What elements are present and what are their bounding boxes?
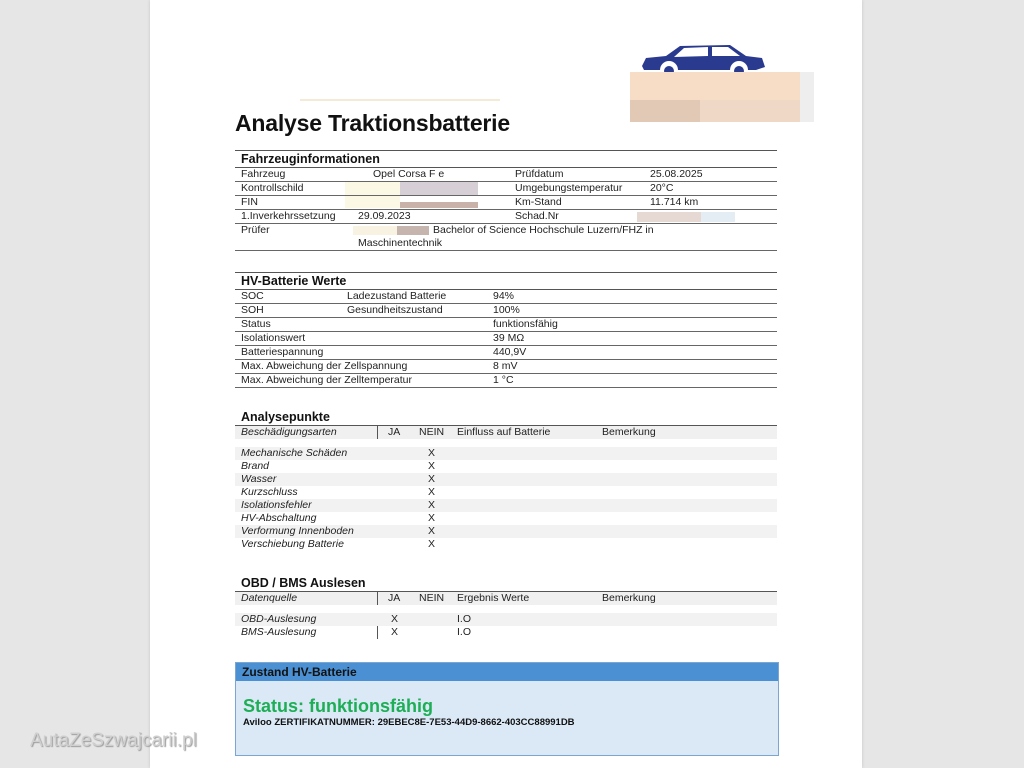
analysis-row xyxy=(235,473,777,486)
col-ergebnis: Ergebnis Werte xyxy=(457,592,530,604)
analysis-row xyxy=(235,512,777,525)
analysis-row xyxy=(235,538,777,551)
obd-row xyxy=(235,626,777,639)
col-ja: JA xyxy=(388,426,401,438)
row-label: Status xyxy=(241,318,271,330)
row-label: Mechanische Schäden xyxy=(241,447,348,459)
vehicle-info-row-pruefer xyxy=(235,224,777,251)
col-ja: JA xyxy=(388,592,401,604)
row-label: Verformung Innenboden xyxy=(241,525,354,537)
row-nein: X xyxy=(428,525,436,537)
row-nein: X xyxy=(428,460,436,472)
vehicle-info-row xyxy=(235,196,777,210)
row-nein: X xyxy=(428,447,436,459)
vehicle-info-row xyxy=(235,168,777,182)
hv-battery-row xyxy=(235,346,777,360)
hv-battery-row xyxy=(235,318,777,332)
row-desc: Ladezustand Batterie xyxy=(347,290,447,302)
analysis-row xyxy=(235,486,777,499)
row-value: Opel Corsa F e xyxy=(373,168,445,180)
row-label: Max. Abweichung der Zelltemperatur xyxy=(241,374,412,386)
column-divider xyxy=(377,592,378,605)
row-desc: Gesundheitszustand xyxy=(347,304,443,316)
redacted-value xyxy=(353,226,397,235)
row-value: 94% xyxy=(493,290,515,302)
row-value2: 11.714 km xyxy=(650,196,699,208)
redacted-line xyxy=(300,99,500,101)
obd-heading: OBD / BMS Auslesen xyxy=(241,576,366,590)
redacted-block xyxy=(800,72,814,122)
zustand-box xyxy=(235,662,779,756)
row-nein: X xyxy=(428,512,436,524)
row-label: Max. Abweichung der Zellspannung xyxy=(241,360,408,372)
vehicle-info-section xyxy=(235,150,777,251)
hv-battery-row xyxy=(235,304,777,318)
analysis-row xyxy=(235,525,777,538)
row-value: 440,9V xyxy=(493,346,527,358)
row-label2: Umgebungstemperatur xyxy=(515,182,623,194)
hv-battery-row xyxy=(235,360,777,374)
zustand-status: Status: funktionsfähig xyxy=(243,696,433,716)
row-label: SOC xyxy=(241,290,264,302)
analysis-row xyxy=(235,499,777,512)
row-ergebnis: I.O xyxy=(457,626,472,638)
row-label: Isolationswert xyxy=(241,332,306,344)
row-label: Wasser xyxy=(241,473,277,485)
row-value: 29.09.2023 xyxy=(358,210,411,222)
col-source: Datenquelle xyxy=(241,592,298,604)
row-label: Kurzschluss xyxy=(241,486,298,498)
row-label: SOH xyxy=(241,304,264,316)
redacted-value xyxy=(397,226,429,235)
redacted-value xyxy=(701,212,735,222)
redacted-value xyxy=(345,196,400,208)
col-nein: NEIN xyxy=(419,426,445,438)
redacted-block xyxy=(630,100,700,122)
obd-section xyxy=(235,576,777,639)
row-nein: X xyxy=(428,486,436,498)
col-nein: NEIN xyxy=(419,592,445,604)
analysis-section xyxy=(235,410,777,551)
hv-battery-row xyxy=(235,332,777,346)
redacted-block xyxy=(630,72,800,102)
row-value2: 20°C xyxy=(650,182,674,194)
hv-battery-section xyxy=(235,272,777,388)
col-bemerkung: Bemerkung xyxy=(602,592,656,604)
row-ja: X xyxy=(391,613,399,625)
vehicle-info-heading: Fahrzeuginformationen xyxy=(235,150,777,168)
vehicle-info-row xyxy=(235,182,777,196)
row-label: Batteriespannung xyxy=(241,346,324,358)
row-value: 1 °C xyxy=(493,374,514,386)
row-label: OBD-Auslesung xyxy=(241,613,317,625)
analysis-columns xyxy=(235,425,777,439)
row-label: Verschiebung Batterie xyxy=(241,538,344,550)
redacted-value xyxy=(400,202,478,208)
col-type: Beschädigungsarten xyxy=(241,426,337,438)
vehicle-info-row xyxy=(235,210,777,224)
pruefer-line1: Bachelor of Science Hochschule Luzern/FHZ in xyxy=(433,224,654,236)
row-value: 39 MΩ xyxy=(493,332,525,344)
zustand-heading: Zustand HV-Batterie xyxy=(236,663,778,681)
row-label2: Schad.Nr xyxy=(515,210,559,222)
obd-row xyxy=(235,613,777,626)
pruefer-label: Prüfer xyxy=(241,224,270,236)
analysis-row xyxy=(235,447,777,460)
row-label: Brand xyxy=(241,460,270,472)
document-title: Analyse Traktionsbatterie xyxy=(235,110,510,136)
row-value2: 25.08.2025 xyxy=(650,168,703,180)
row-label: FIN xyxy=(241,196,258,208)
row-label: Isolationsfehler xyxy=(241,499,312,511)
redacted-value xyxy=(637,212,701,222)
col-bemerkung: Bemerkung xyxy=(602,426,656,438)
hv-battery-row xyxy=(235,290,777,304)
row-ja: X xyxy=(391,626,399,638)
report-page xyxy=(150,0,862,768)
obd-columns xyxy=(235,591,777,605)
hv-battery-row xyxy=(235,374,777,388)
row-label: Fahrzeug xyxy=(241,168,286,180)
redacted-value xyxy=(345,182,400,195)
column-divider xyxy=(377,426,378,439)
row-nein: X xyxy=(428,473,436,485)
row-label: 1.Inverkehrssetzung xyxy=(241,210,336,222)
certificate-number: Aviloo ZERTIFIKATNUMMER: 29EBEC8E-7E53-44D9-8662-403CC88991DB xyxy=(243,717,575,728)
row-value: funktionsfähig xyxy=(493,318,558,330)
hv-battery-heading: HV-Batterie Werte xyxy=(235,272,777,290)
row-nein: X xyxy=(428,499,436,511)
pruefer-line2: Maschinentechnik xyxy=(358,237,443,249)
analysis-heading: Analysepunkte xyxy=(241,410,330,424)
analysis-row xyxy=(235,460,777,473)
row-label: BMS-Auslesung xyxy=(241,626,317,638)
watermark: AutaZeSzwajcarii.pl xyxy=(30,730,197,751)
redacted-block xyxy=(700,100,800,122)
row-label2: Km-Stand xyxy=(515,196,562,208)
row-label: HV-Abschaltung xyxy=(241,512,317,524)
row-label2: Prüfdatum xyxy=(515,168,564,180)
car-logo-icon xyxy=(638,40,768,76)
row-value: 100% xyxy=(493,304,520,316)
row-ergebnis: I.O xyxy=(457,613,472,625)
row-nein: X xyxy=(428,538,436,550)
redacted-value xyxy=(400,182,478,195)
row-value: 8 mV xyxy=(493,360,518,372)
col-einfluss: Einfluss auf Batterie xyxy=(457,426,551,438)
row-label: Kontrollschild xyxy=(241,182,304,194)
